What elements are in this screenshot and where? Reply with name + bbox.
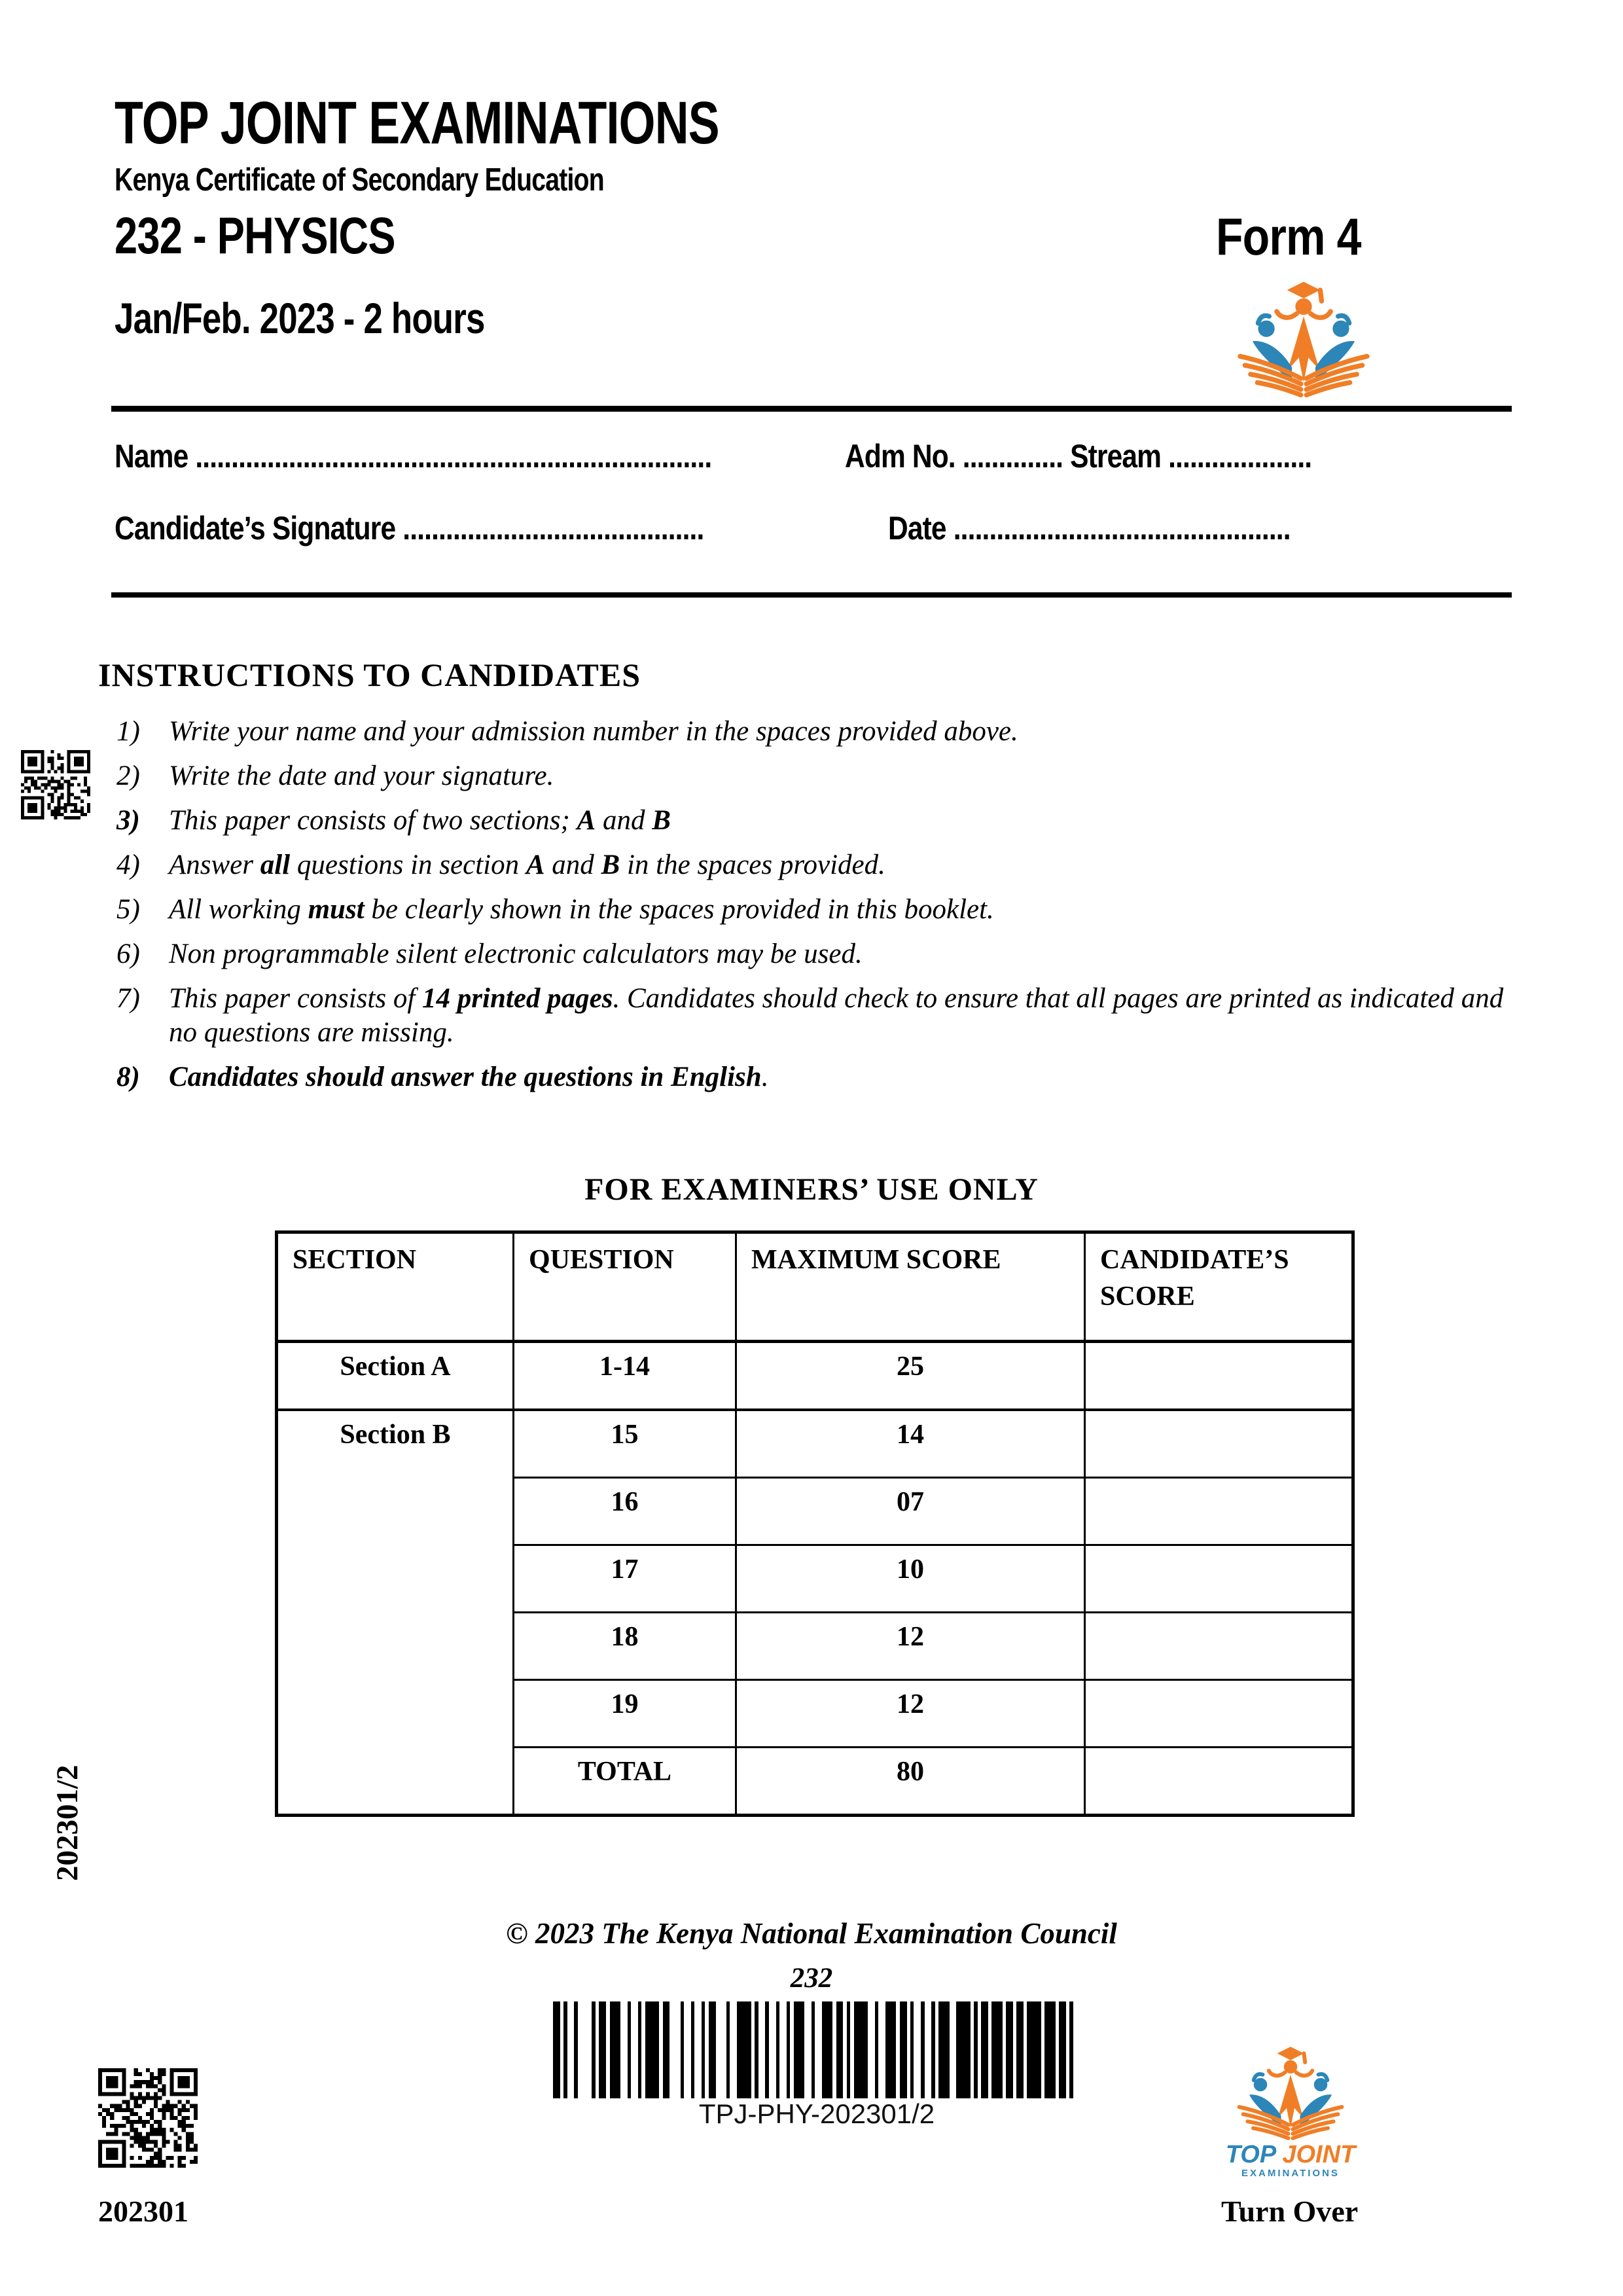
question-cell: 1-14 <box>514 1342 736 1410</box>
adm-no-field-label: Adm No. .............. Stream .................... <box>844 438 1312 475</box>
instruction-item: 5) All working must be clearly shown in the spaces provided in this booklet. <box>116 894 994 925</box>
signature-field-label: Candidate’s Signature .......................................... <box>115 510 704 547</box>
candidate-score-cell <box>1085 1545 1353 1613</box>
adm-fill-line: .............. <box>962 438 1063 475</box>
date-field-label: Date ............................................... <box>887 510 1291 547</box>
stream-field-label: Stream <box>1069 438 1161 475</box>
school-logo-footer <box>1225 2043 1356 2179</box>
candidate-score-cell <box>1085 1342 1353 1410</box>
max-score-cell: 25 <box>736 1342 1085 1410</box>
col-section: SECTION <box>277 1232 514 1342</box>
table-header-row <box>277 1232 1353 1342</box>
form-level-label: Form 4 <box>1216 207 1361 266</box>
instructions-heading: INSTRUCTIONS TO CANDIDATES <box>98 656 641 693</box>
max-score-cell: 07 <box>736 1478 1085 1545</box>
max-score-cell: 12 <box>736 1680 1085 1748</box>
total-label-cell: TOTAL <box>514 1748 736 1816</box>
divider-bottom <box>111 592 1512 598</box>
col-max-score: MAXIMUM SCORE <box>736 1232 1085 1342</box>
section-b-label: Section B <box>277 1410 514 1816</box>
page-title: TOP JOINT EXAMINATIONS <box>115 90 719 156</box>
divider-top <box>111 406 1512 412</box>
col-candidate-score: CANDIDATE’S SCORE <box>1085 1232 1353 1342</box>
max-score-cell: 12 <box>736 1613 1085 1680</box>
copyright-line: © 2023 The Kenya National Examination Council <box>506 1917 1117 1950</box>
candidate-score-cell <box>1085 1410 1353 1478</box>
question-cell: 17 <box>514 1545 736 1613</box>
name-field-label: Name ........................................................................ <box>115 438 712 475</box>
logo-wordmark-sub: EXAMINATIONS <box>1241 2168 1340 2179</box>
candidate-score-cell <box>1085 1680 1353 1748</box>
exam-board-subtitle: Kenya Certificate of Secondary Education <box>115 162 604 198</box>
total-score-cell: 80 <box>736 1748 1085 1816</box>
candidate-signature-row <box>115 509 1361 547</box>
stream-fill-line: .................... <box>1168 438 1312 475</box>
paper-code: 232 <box>790 1963 833 1994</box>
examiners-heading: FOR EXAMINERS’ USE ONLY <box>584 1172 1039 1207</box>
instruction-item: 8) Candidates should answer the questions in English. <box>116 1062 769 1092</box>
table-row <box>277 1342 1353 1410</box>
school-logo-icon <box>1225 2043 1356 2142</box>
instruction-item: 1) Write your name and your admission number in the spaces provided above. <box>116 716 1018 747</box>
barcode <box>553 2001 1080 2098</box>
instruction-item: 3) This paper consists of two sections; A and B <box>116 805 671 836</box>
date-fill-line: ............................................... <box>953 510 1291 547</box>
side-paper-code: 202301/2 <box>50 1765 84 1881</box>
qr-code-bottom-left <box>98 2068 198 2168</box>
max-score-cell: 10 <box>736 1545 1085 1613</box>
logo-wordmark: TOP JOINT <box>1225 2141 1356 2168</box>
table-row <box>277 1410 1353 1478</box>
instruction-item: 6) Non programmable silent electronic calculators may be used. <box>116 939 863 969</box>
session-duration-label: Jan/Feb. 2023 - 2 hours <box>115 294 485 342</box>
question-cell: 19 <box>514 1680 736 1748</box>
serial-number: 202301 <box>98 2195 188 2228</box>
instruction-item: 4) Answer all questions in section A and B in the spaces provided. <box>116 850 885 880</box>
instructions-list <box>116 715 1527 1105</box>
turn-over-label: Turn Over <box>1221 2195 1359 2228</box>
max-score-cell: 14 <box>736 1410 1085 1478</box>
examiners-score-table <box>275 1230 1355 1817</box>
question-cell: 16 <box>514 1478 736 1545</box>
col-question: QUESTION <box>514 1232 736 1342</box>
instruction-item: 2) Write the date and your signature. <box>116 761 554 791</box>
subject-code-title: 232 - PHYSICS <box>115 206 395 264</box>
name-fill-line: ........................................................................ <box>195 438 712 475</box>
candidate-score-cell <box>1085 1748 1353 1816</box>
signature-fill-line: .......................................... <box>402 510 704 547</box>
candidate-name-row <box>115 437 1394 475</box>
section-a-label: Section A <box>277 1342 514 1410</box>
instruction-item: 7) This paper consists of 14 printed pages. Candidates should check to ensure that all pages are printed as indicated and no questions are missing. <box>116 983 1504 1048</box>
question-cell: 18 <box>514 1613 736 1680</box>
qr-code-top-left <box>21 750 90 819</box>
school-logo-icon <box>1228 278 1380 399</box>
candidate-score-cell <box>1085 1478 1353 1545</box>
question-cell: 15 <box>514 1410 736 1478</box>
barcode-label: TPJ-PHY-202301/2 <box>698 2098 935 2129</box>
candidate-score-cell <box>1085 1613 1353 1680</box>
